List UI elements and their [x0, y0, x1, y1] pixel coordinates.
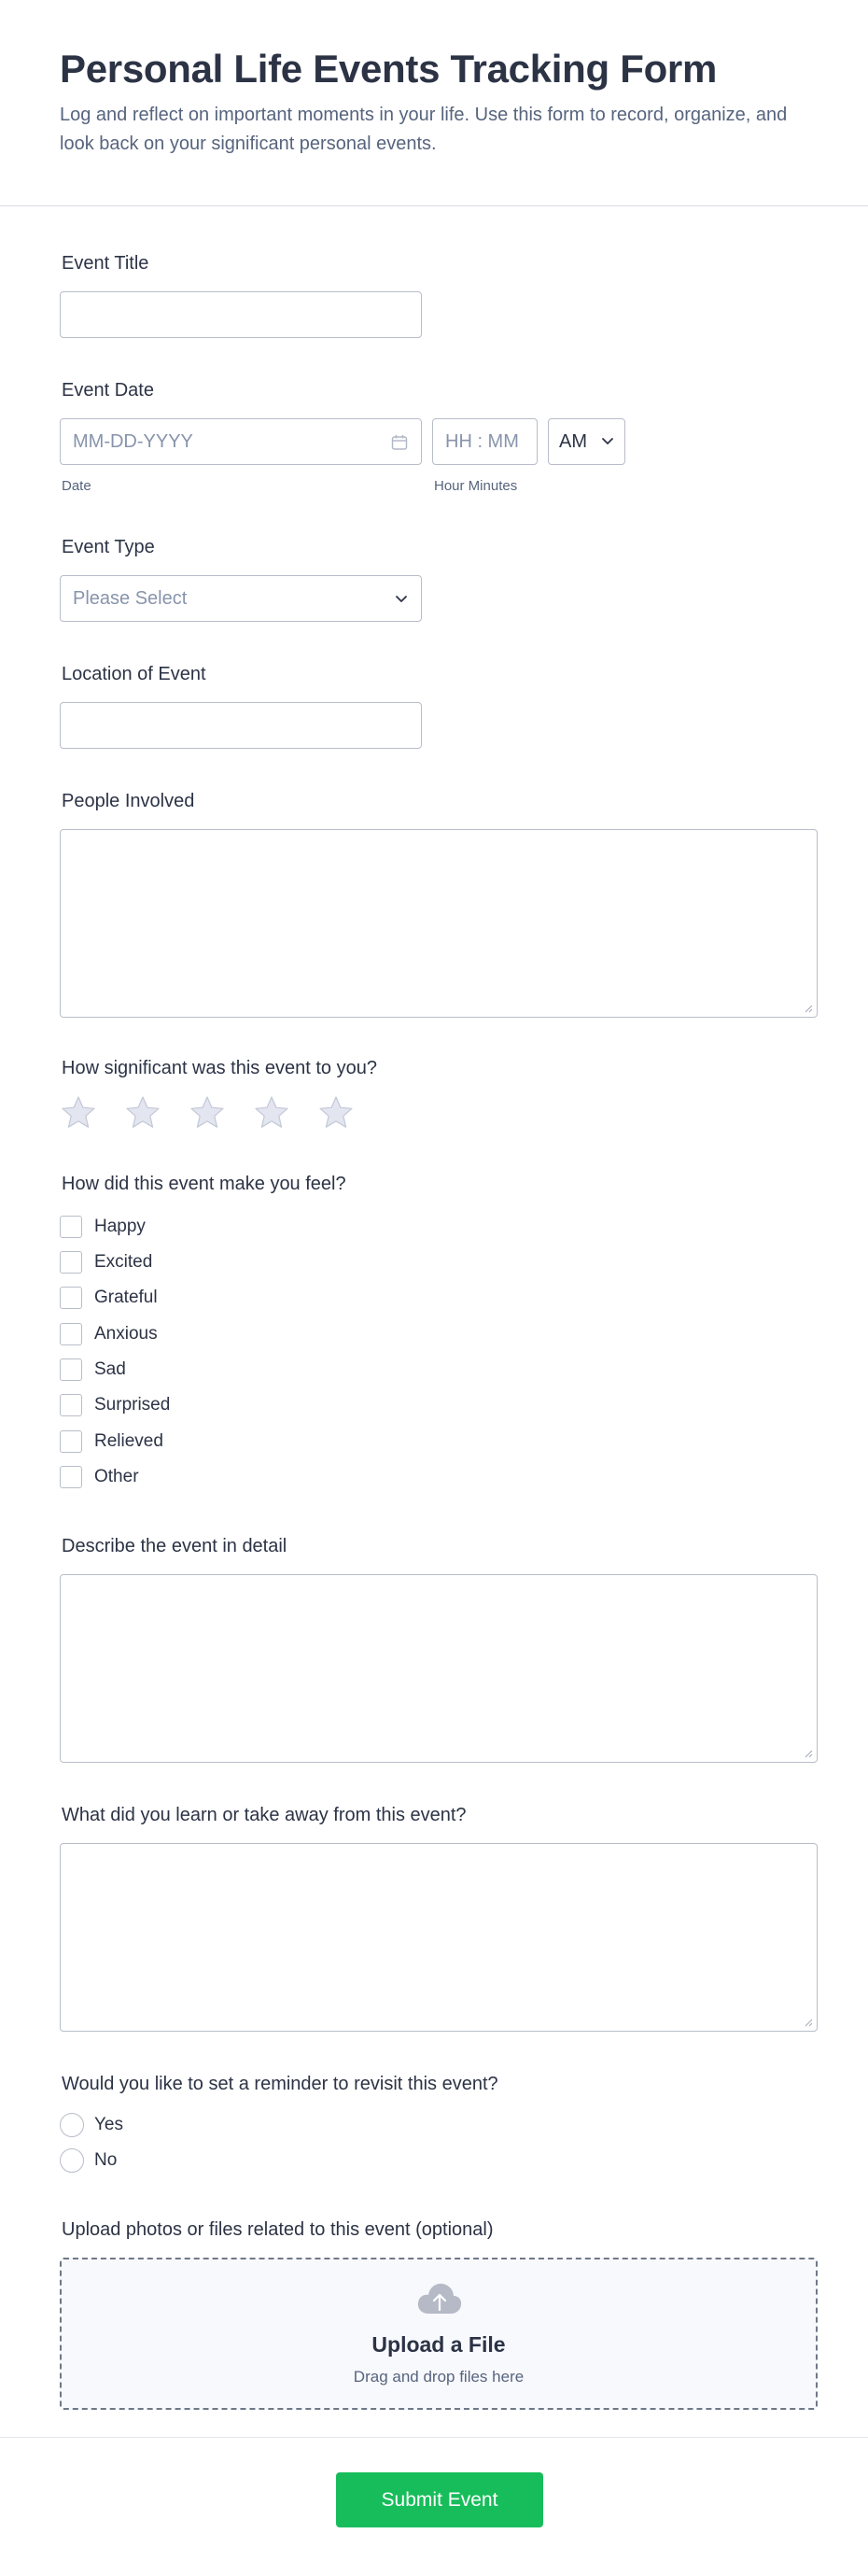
form-header [0, 0, 868, 206]
event-type-select[interactable] [60, 575, 422, 622]
people-label: People Involved [62, 791, 195, 811]
checkbox[interactable] [60, 1358, 82, 1381]
checkbox[interactable] [60, 1287, 82, 1309]
resize-grip-icon[interactable] [804, 1749, 813, 1758]
resize-grip-icon[interactable] [804, 1004, 813, 1013]
ampm-value: AM [559, 431, 587, 452]
time-input[interactable] [432, 418, 538, 465]
event-date-label: Event Date [62, 380, 154, 401]
cloud-upload-icon [416, 2281, 463, 2316]
upload-label: Upload photos or files related to this event (optional) [62, 2219, 494, 2240]
upload-hint: Drag and drop files here [353, 2368, 525, 2386]
star-icon[interactable] [124, 1094, 161, 1132]
checkbox[interactable] [60, 1216, 82, 1238]
checkbox[interactable] [60, 1251, 82, 1274]
significance-label: How significant was this event to you? [62, 1058, 377, 1078]
option-label: Excited [94, 1252, 153, 1272]
date-sublabel: Date [62, 478, 91, 494]
option-label: No [94, 2150, 118, 2170]
date-placeholder: MM-DD-YYYY [73, 431, 193, 452]
details-textarea[interactable] [60, 1574, 818, 1763]
event-title-label: Event Title [62, 253, 149, 274]
event-type-label: Event Type [62, 537, 155, 557]
option-label: Other [94, 1467, 139, 1486]
feelings-label: How did this event make you feel? [62, 1174, 346, 1194]
learned-textarea[interactable] [60, 1843, 818, 2032]
checkbox[interactable] [60, 1430, 82, 1453]
checkbox[interactable] [60, 1323, 82, 1345]
submit-button[interactable]: Submit Event [336, 2472, 543, 2527]
time-placeholder: HH : MM [445, 431, 519, 452]
option-label: Surprised [94, 1395, 171, 1415]
event-title-input[interactable] [60, 291, 422, 338]
radio-button[interactable] [60, 2113, 84, 2137]
event-type-placeholder: Please Select [73, 588, 188, 609]
option-label: Relieved [94, 1431, 163, 1451]
calendar-icon[interactable] [391, 434, 408, 451]
upload-title: Upload a File [371, 2332, 506, 2357]
star-icon[interactable] [60, 1094, 97, 1132]
option-label: Happy [94, 1217, 146, 1236]
location-input[interactable] [60, 702, 422, 749]
checkbox[interactable] [60, 1394, 82, 1416]
chevron-down-icon [601, 437, 614, 446]
form-title: Personal Life Events Tracking Form [60, 47, 718, 91]
option-label: Sad [94, 1359, 126, 1379]
location-label: Location of Event [62, 664, 206, 684]
star-icon[interactable] [317, 1094, 355, 1132]
people-textarea[interactable] [60, 829, 818, 1018]
star-icon[interactable] [189, 1094, 226, 1132]
form-subtitle: Log and reflect on important moments in your life. Use this form to record, organize, and look back on your significant personal events. [60, 105, 788, 154]
checkbox[interactable] [60, 1466, 82, 1488]
reminder-label: Would you like to set a reminder to revisit this event? [62, 2074, 498, 2094]
chevron-down-icon [395, 595, 408, 604]
time-sublabel: Hour Minutes [434, 478, 518, 494]
date-input[interactable] [60, 418, 422, 465]
option-label: Yes [94, 2115, 123, 2134]
option-label: Grateful [94, 1288, 158, 1307]
star-icon[interactable] [253, 1094, 290, 1132]
radio-button[interactable] [60, 2148, 84, 2173]
option-label: Anxious [94, 1324, 158, 1344]
file-upload-dropzone[interactable] [60, 2258, 818, 2410]
learned-label: What did you learn or take away from this event? [62, 1805, 467, 1825]
details-label: Describe the event in detail [62, 1536, 287, 1556]
resize-grip-icon[interactable] [804, 2018, 813, 2027]
form-footer [0, 2437, 868, 2576]
ampm-select[interactable] [548, 418, 625, 465]
